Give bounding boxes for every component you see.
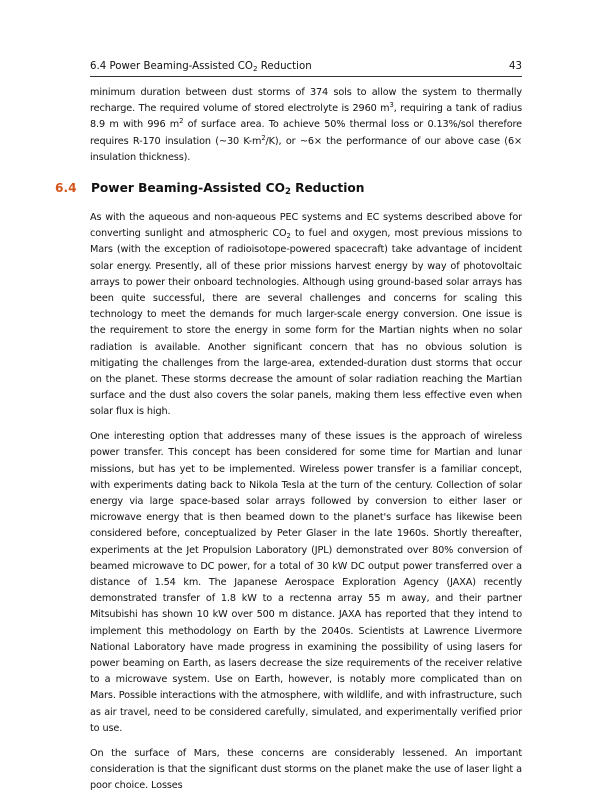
page-number: 43 [509,60,522,74]
section-number: 6.4 [55,180,91,196]
section-heading [55,180,525,196]
carryover-text [90,85,522,166]
paragraph: minimum duration between dust storms of 374 sols to allow the system to thermally recharge. The required volume of stored electrolyte is 2960 $m^3$, requiring a tank of radius 8.9 m with 996 $m^2$ of surface area. To achieve 50% thermal loss or 0.13%/sol therefore requires R-170 insulation (~30 $K-m^2/K$), or ~6× the performance of our above case (6× insulation thickness). [90,85,522,166]
section-body [90,210,522,794]
paragraph: As with the aqueous and non-aqueous PEC systems and EC systems described above for converting sunlight and atmospheric $CO_2$ to fuel and oxygen, most previous missions to Mars (with the exception of radioisotope-powered spacecraft) take advantage of incident solar energy. Presently, all of these prior missions harvest energy by way of photovoltaic arrays to power their onboard technologies. Although using ground-based solar arrays has been quite successful, there are several challenges and concerns for scaling this technology to meet the demands for much larger-scale energy conversion. One issue is the requirement to store the energy in some form for the Martian nights when no solar radiation is available. Another significant concern that has no obvious solution is mitigating the challenges from the large-area, extended-duration dust storms that occur on the planet. These storms decrease the amount of solar radiation reaching the Martian surface and the dust also covers the solar panels, making them less effective even when solar flux is high. [90,210,522,421]
paragraph: On the surface of Mars, these concerns are considerably lessened. An important consideration is that the significant dust storms on the planet make the use of laser light a poor choice. Losses [90,746,522,794]
paragraph: One interesting option that addresses many of these issues is the approach of wireless power transfer. This concept has been considered for some time for Martian and lunar missions, but has yet to be implemented. Wireless power transfer is a familiar concept, with experiments dating back to Nikola Tesla at the turn of the century. Collection of solar energy via large space-based solar arrays followed by conversion to either laser or microwave energy that is then beamed down to the planet's surface has likewise been considered before, conceptualized by Peter Glaser in the late 1960s. Shortly thereafter, experiments at the Jet Propulsion Laboratory (JPL) demonstrated over 80% conversion of beamed microwave to DC power, for a total of 30 kW DC output power transferred over a distance of 1.54 km. The Japanese Aerospace Exploration Agency (JAXA) recently demonstrated transfer of 1.8 kW to a rectenna array 55 m away, and their partner Mitsubishi has shown 10 kW over 500 m distance. JAXA has reported that they intend to implement this methodology on Earth by the 2040s. Scientists at Lawrence Livermore National Laboratory have made progress in examining the possibility of using lasers for power beaming on Earth, as lasers decrease the size requirements of the receiver relative to a microwave system. Use on Earth, however, is notably more complicated than on Mars. Possible interactions with the atmosphere, with wildlife, and with infrastructure, such as air travel, need to be considered carefully, simulated, and experimentally verified prior to use. [90,429,522,737]
running-head-title: 6.4 Power Beaming-Assisted $CO_2$ Reduction [90,60,312,74]
section-title: Power Beaming-Assisted $CO_2$ Reduction [91,181,364,195]
running-head [90,60,522,77]
